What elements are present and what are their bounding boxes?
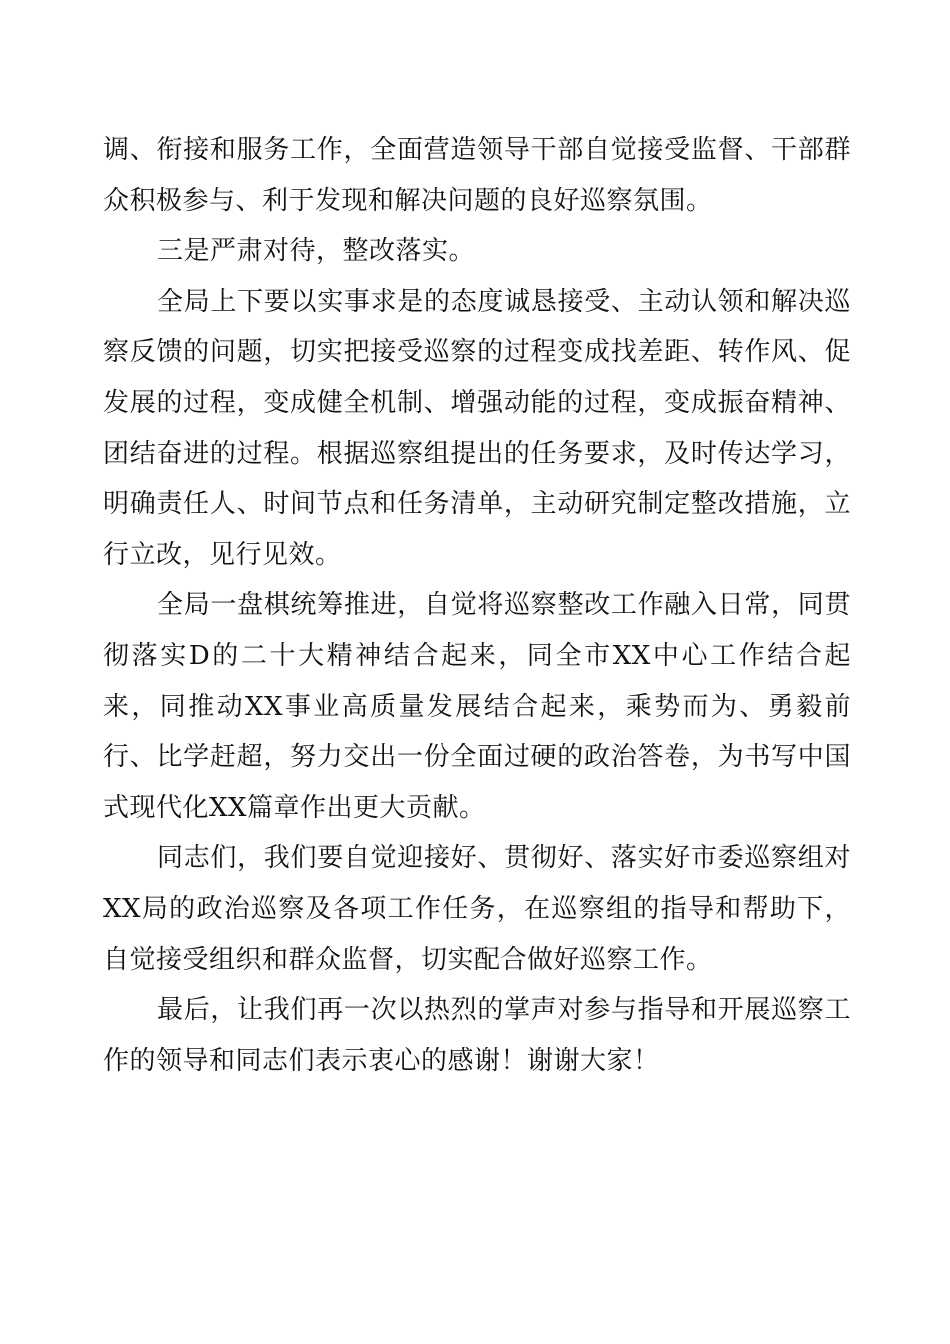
paragraph-accept-feedback: 全局上下要以实事求是的态度诚恳接受、主动认领和解决巡察反馈的问题，切实把接受巡察的过程变成找差距、转作风、促发展的过程，变成健全机制、增强动能的过程，变成振奋精神、团结奋进的过程。根据巡察组提出的任务要求，及时传达学习，明确责任人、时间节点和任务清单，主动研究制定整改措施，立行立改，见行见效。 [103,286,851,570]
paragraph-heading-rectification: 三是严肃对待，整改落实。 [157,236,476,267]
paragraph-comrades: 同志们，我们要自觉迎接好、贯彻好、落实好市委巡察组对XX局的政治巡察及各项工作任务，在巡察组的指导和帮助下，自觉接受组织和群众监督，切实配合做好巡察工作。 [103,843,851,975]
paragraph-closing-thanks: 最后，让我们再一次以热烈的掌声对参与指导和开展巡察工作的领导和同志们表示衷心的感谢！谢谢大家！ [103,995,851,1076]
paragraph-continuation: 调、衔接和服务工作，全面营造领导干部自觉接受监督、干部群众积极参与、利于发现和解决问题的良好巡察氛围。 [103,135,851,216]
document-body [103,125,851,1086]
paragraph-overall-promotion: 全局一盘棋统筹推进，自觉将巡察整改工作融入日常，同贯彻落实D的二十大精神结合起来，同全市XX中心工作结合起来，同推动XX事业高质量发展结合起来，乘势而为、勇毅前行、比学赶超，努力交出一份全面过硬的政治答卷，为书写中国式现代化XX篇章作出更大贡献。 [103,590,851,823]
